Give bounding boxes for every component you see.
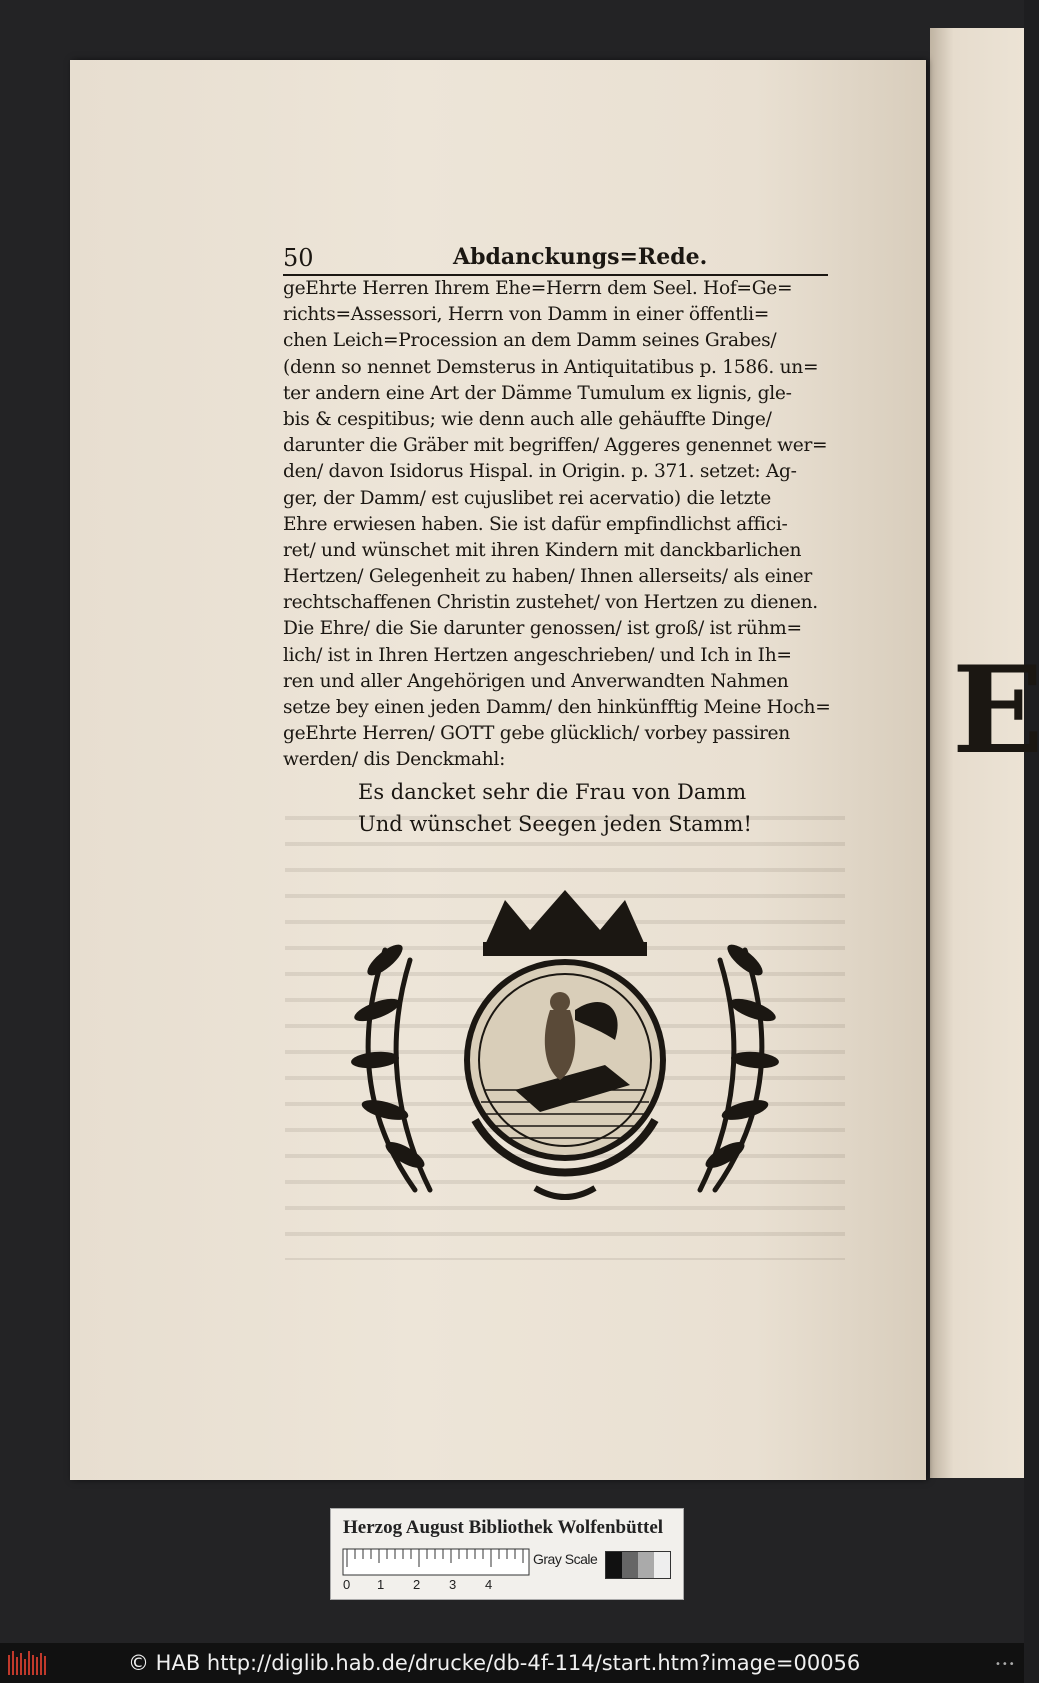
facing-page-letter: E (952, 640, 1039, 781)
text-line: ret/ und wünschet mit ihren Kindern mit danckbarlichen (283, 539, 802, 561)
closing-verse (358, 776, 818, 840)
woodcut-vignette-icon (355, 890, 775, 1210)
text-line: (denn so nennet Demsterus in Antiquitatibus p. 1586. un= (283, 356, 819, 378)
ruler-icon (343, 1549, 533, 1579)
ruler-number: 0 (343, 1577, 351, 1592)
text-line: bis & cespitibus; wie denn auch alle gehäuffte Dinge/ (283, 408, 772, 430)
body-text (283, 276, 843, 774)
text-line: werden/ dis Denckmahl: (283, 749, 506, 771)
page-number: 50 (283, 244, 314, 272)
gray-scale-label: Gray Scale (533, 1551, 598, 1567)
text-line: setze bey einen jeden Damm/ den hinkünfftig Meine Hoch= (283, 697, 831, 718)
text-line: Ehre erwiesen haben. Sie ist dafür empfindlichst affici- (283, 513, 788, 535)
running-head (283, 244, 828, 276)
text-line: rechtschaffenen Christin zustehet/ von Hertzen zu dienen. (283, 592, 818, 614)
text-line: chen Leich=Procession an dem Damm seines Grabes/ (283, 330, 777, 352)
text-line: den/ davon Isidorus Hispal. in Origin. p. 371. setzet: Ag- (283, 461, 797, 483)
text-line: geEhrte Herren Ihrem Ehe=Herrn dem Seel. Hof=Ge= (283, 278, 793, 299)
verse-line: Und wünschet Seegen jeden Stamm! (358, 812, 752, 836)
color-target-card (330, 1508, 684, 1600)
text-line: geEhrte Herren/ GOTT gebe glücklich/ vorbey passiren (283, 723, 790, 745)
text-line: darunter die Gräber mit begriffen/ Aggeres genennet wer= (283, 435, 828, 457)
running-head-title: Abdanckungs=Rede. (453, 244, 708, 270)
more-icon[interactable]: ••• (995, 1659, 1016, 1670)
text-line: lich/ ist in Ihren Hertzen angeschrieben/ und Ich in Ih= (283, 644, 792, 666)
text-line: ren und aller Angehörigen und Anverwandten Nahmen (283, 670, 789, 692)
source-url[interactable]: © HAB http://diglib.hab.de/drucke/db-4f-114/start.htm?image=00056 (128, 1651, 861, 1675)
text-line: Die Ehre/ die Sie darunter genossen/ ist groß/ ist rühm= (283, 618, 802, 640)
text-line: Hertzen/ Gelegenheit zu haben/ Ihnen allerseits/ als einer (283, 566, 812, 588)
status-bar (0, 1643, 1024, 1683)
verse-line: Es dancket sehr die Frau von Damm (358, 780, 747, 804)
text-line: ter andern eine Art der Dämme Tumulum ex lignis, gle- (283, 382, 792, 404)
text-line: ger, der Damm/ est cujuslibet rei acervatio) die letzte (283, 487, 771, 509)
library-name: Herzog August Bibliothek Wolfenbüttel (343, 1517, 664, 1538)
hab-logo-icon (8, 1651, 48, 1675)
ruler-number: 1 (377, 1577, 385, 1592)
gray-scale-swatch (605, 1551, 671, 1579)
ruler-number: 3 (449, 1577, 457, 1592)
ruler-number: 2 (413, 1577, 421, 1592)
ruler-number: 4 (485, 1577, 493, 1592)
text-line: richts=Assessori, Herrn von Damm in einer öffentli= (283, 304, 770, 326)
